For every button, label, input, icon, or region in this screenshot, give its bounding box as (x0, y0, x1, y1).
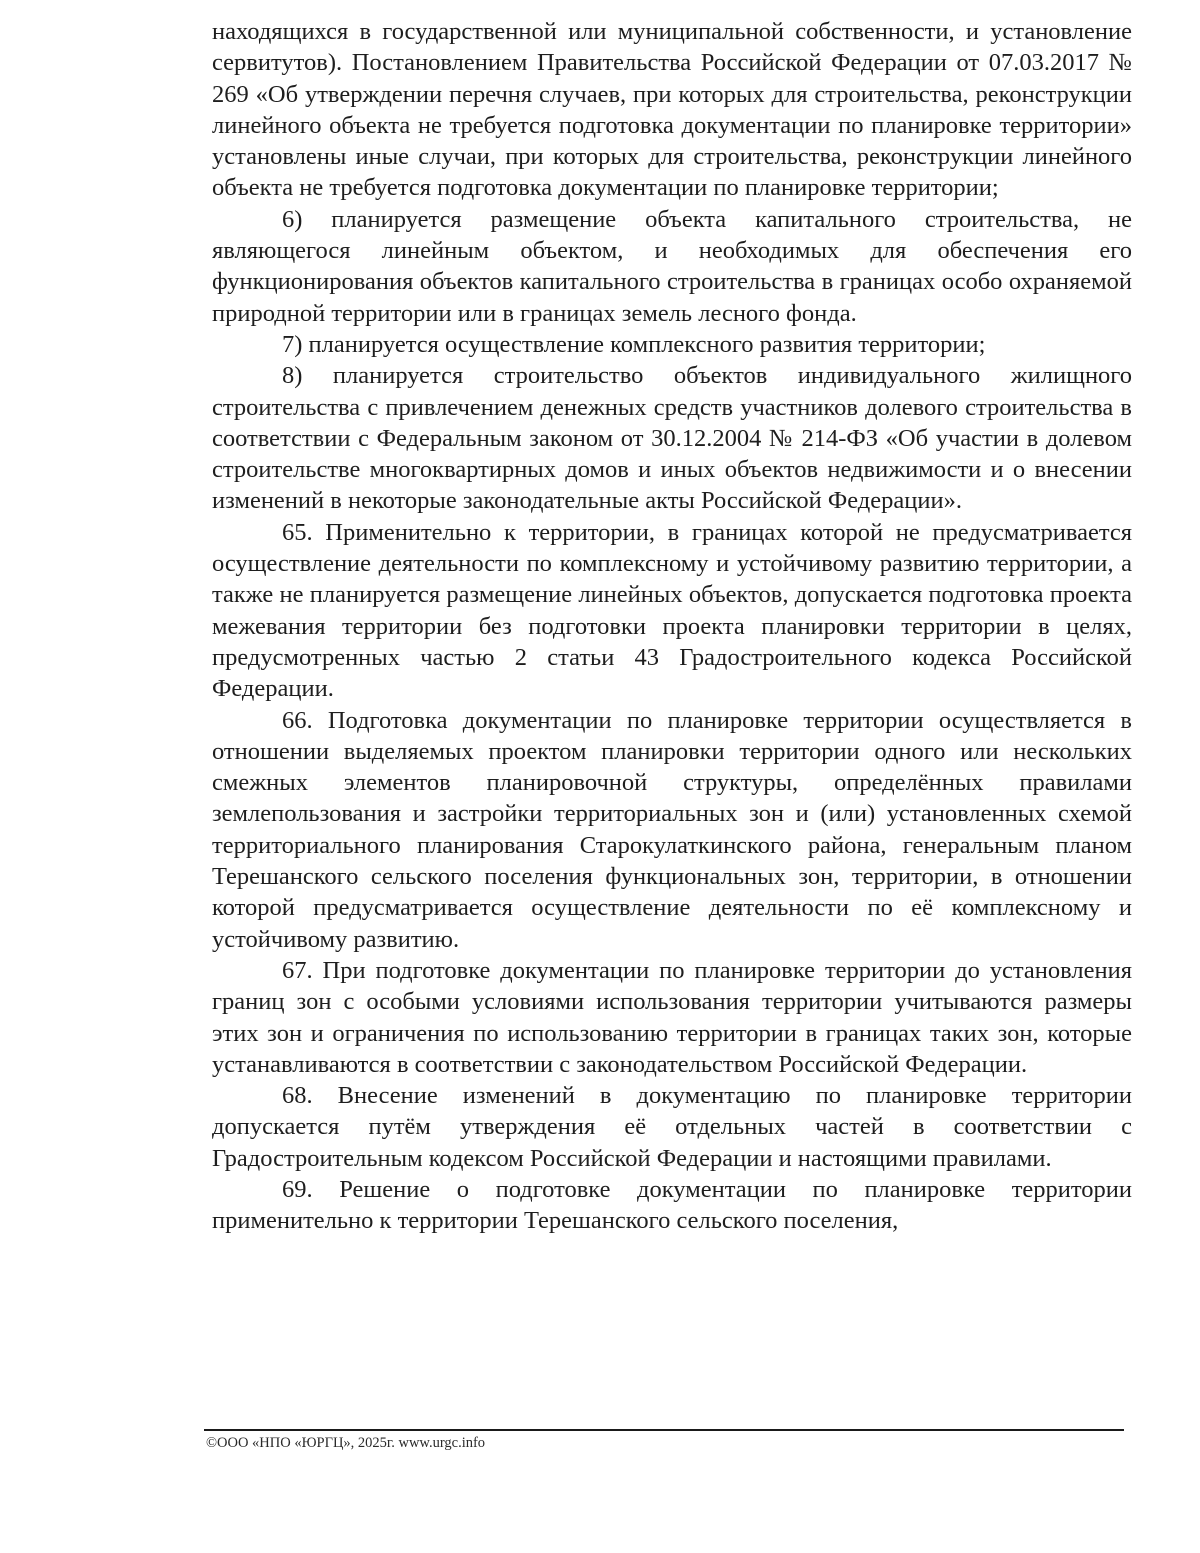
clause-66: 66. Подготовка документации по планировке территории осуществляется в отношении выделяемых проектом планировки территории одного или нескольких смежных элементов планировочной структуры, определённых правилами землепользования и застройки территориальных зон и (или) установленных схемой территориального планирования Старокулаткинского района, генеральным планом Терешанского сельского поселения функциональных зон, территории, в отношении которой предусматривается осуществление деятельности по её комплексному и устойчивому развитию. (212, 706, 1132, 953)
list-item-6: 6) планируется размещение объекта капитального строительства, не являющегося линейным объектом, и необходимых для обеспечения его функционирования объектов капитального строительства в границах особо охраняемой природной территории или в границах земель лесного фонда. (212, 205, 1132, 327)
list-item-7: 7) планируется осуществление комплексного развития территории; (282, 330, 986, 358)
clause-68: 68. Внесение изменений в документацию по планировке территории допускается путём утверждения её отдельных частей в соответствии с Градостроительным кодексом Российской Федерации и настоящими правилами. (212, 1082, 1132, 1172)
document-body (212, 16, 1132, 1237)
paragraph-continuation: находящихся в государственной или муниципальной собственности, и установление сервитутов). Постановлением Правительства Российской Федерации от 07.03.2017 № 269 «Об утверждении перечня случаев, при которых для строительства, реконструкции линейного объекта не требуется подготовка документации по планировке территории» установлены иные случаи, при которых для строительства, реконструкции линейного объекта не требуется подготовка документации по планировке территории; (212, 18, 1132, 202)
list-item-8: 8) планируется строительство объектов индивидуального жилищного строительства с привлечением денежных средств участников долевого строительства в соответствии с Федеральным законом от 30.12.2004 № 214-ФЗ «Об участии в долевом строительстве многоквартирных домов и иных объектов недвижимости и о внесении изменений в некоторые законодательные акты Российской Федерации». (212, 362, 1132, 515)
footer-copyright: ©ООО «НПО «ЮРГЦ», 2025г. www.urgc.info (206, 1435, 486, 1451)
clause-65: 65. Применительно к территории, в границах которой не предусматривается осуществление деятельности по комплексному и устойчивому развитию территории, а также не планируется размещение линейных объектов, допускается подготовка проекта межевания территории без подготовки проекта планировки территории в целях, предусмотренных частью 2 статьи 43 Градостроительного кодекса Российской Федерации. (212, 518, 1132, 703)
clause-67: 67. При подготовке документации по планировке территории до установления границ зон с особыми условиями использования территории учитываются размеры этих зон и ограничения по использованию территории в границах таких зон, которые устанавливаются в соответствии с законодательством Российской Федерации. (212, 956, 1132, 1078)
footer-divider (204, 1429, 1124, 1431)
clause-69: 69. Решение о подготовке документации по планировке территории применительно к территории Терешанского сельского поселения, (212, 1175, 1132, 1235)
